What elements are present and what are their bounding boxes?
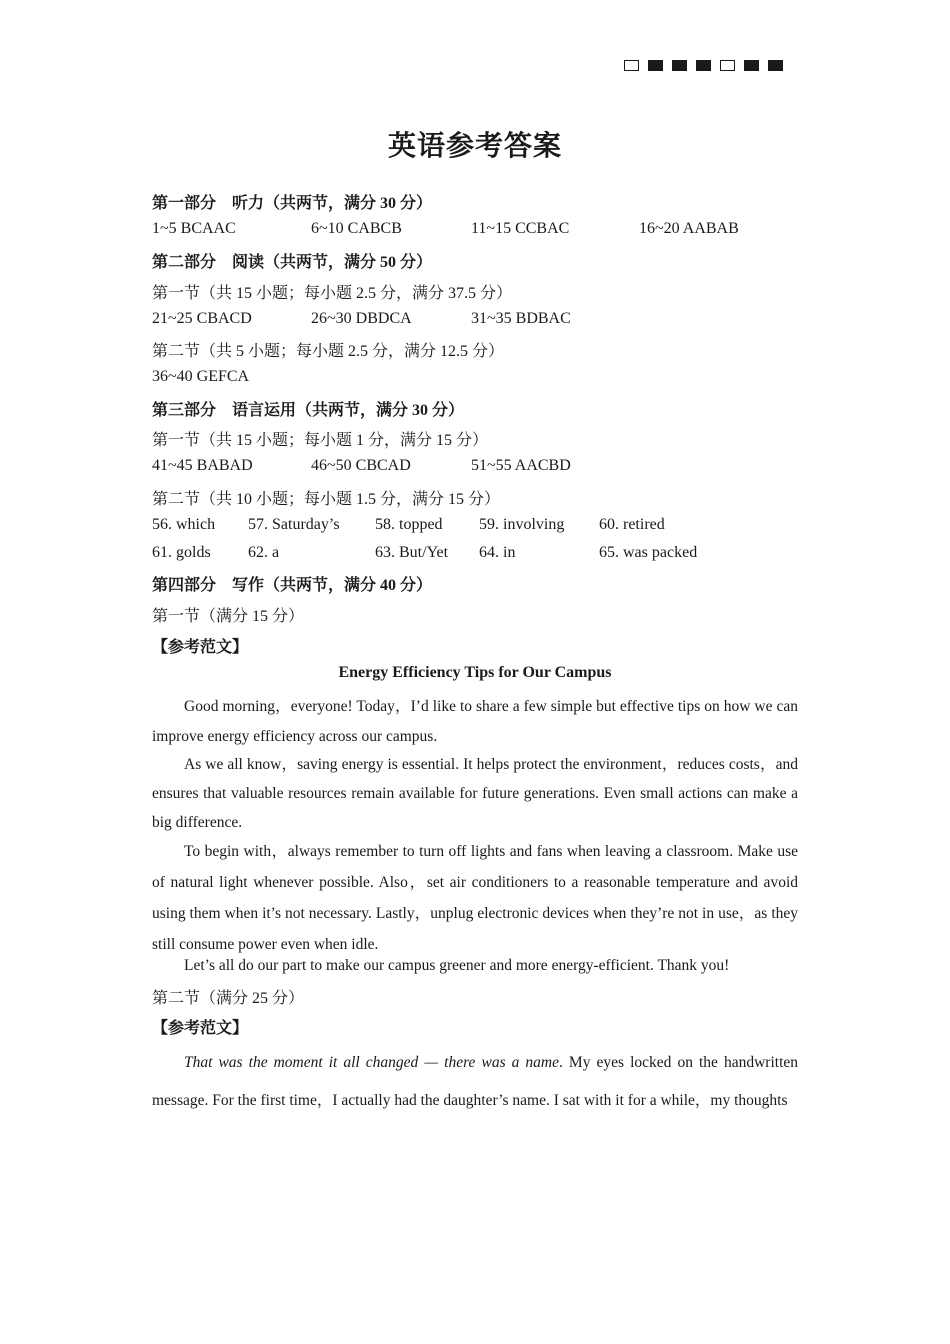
answer-group: 16~20 AABAB — [639, 220, 739, 237]
answer-group: 26~30 DBDCA — [311, 310, 412, 327]
answer-group: 11~15 CCBAC — [471, 220, 570, 237]
part4-heading: 第四部分 写作（共两节，满分 40 分） — [152, 577, 433, 594]
answer-group: 6~10 CABCB — [311, 220, 402, 237]
part4-section1-heading: 第一节（满分 15 分） — [152, 608, 305, 625]
part2-heading: 第二部分 阅读（共两节，满分 50 分） — [152, 254, 433, 271]
part3-section1-heading: 第一节（共 15 小题；每小题 1 分，满分 15 分） — [152, 432, 489, 449]
essay-paragraph: As we all know，saving energy is essential. It helps protect the environment，reduces costs，and ensures that valuable resources remain available for future generations. Even small actions can make a big difference. — [152, 756, 798, 831]
essay-paragraph: Good morning，everyone! Today，I’d like to share a few simple but effective tips on how we can improve energy efficiency across our campus. — [152, 698, 798, 745]
answer-group: 36~40 GEFCA — [152, 368, 250, 385]
mark-square-empty — [720, 60, 735, 71]
page-title: 英语参考答案 — [387, 131, 562, 162]
essay-title: Energy Efficiency Tips for Our Campus — [338, 664, 612, 681]
part1-heading: 第一部分 听力（共两节，满分 30 分） — [152, 195, 433, 212]
sample-essay-label: 【参考范文】 — [152, 639, 249, 656]
mark-square-filled — [744, 60, 759, 71]
fill-answer: 60. retired — [599, 516, 665, 533]
answer-group: 46~50 CBCAD — [311, 457, 411, 474]
fill-answer: 61. golds — [152, 544, 211, 561]
fill-answer: 58. topped — [375, 516, 443, 533]
fill-answer: 65. was packed — [599, 544, 698, 561]
answer-group: 1~5 BCAAC — [152, 220, 236, 237]
answer-group: 31~35 BDBAC — [471, 310, 571, 327]
fill-answer: 64. in — [479, 544, 516, 561]
essay-paragraph: To begin with，always remember to turn off lights and fans when leaving a classroom. Make use of natural light whenever possible. Also，set air conditioners to a reasonable temperature and avoid using them when it’s not necessary. Lastly，unplug electronic devices when they’re not in use，as they still consume power even when idle. — [152, 843, 798, 953]
fill-answer: 57. Saturday’s — [248, 516, 340, 533]
sample-essay-label: 【参考范文】 — [152, 1020, 249, 1037]
mark-square-empty — [624, 60, 639, 71]
answer-group: 41~45 BABAD — [152, 457, 253, 474]
fill-answer: 62. a — [248, 544, 280, 561]
mark-square-filled — [768, 60, 783, 71]
mark-square-filled — [696, 60, 711, 71]
mark-square-filled — [648, 60, 663, 71]
part2-section1-heading: 第一节（共 15 小题；每小题 2.5 分，满分 37.5 分） — [152, 285, 513, 302]
essay-paragraph: Let’s all do our part to make our campus greener and more energy-efficient. Thank you! — [184, 957, 730, 974]
mark-square-filled — [672, 60, 687, 71]
header-marks — [624, 60, 783, 71]
fill-answer: 56. which — [152, 516, 216, 533]
part3-heading: 第三部分 语言运用（共两节，满分 30 分） — [152, 402, 465, 419]
fill-answer: 59. involving — [479, 516, 565, 533]
answer-group: 51~55 AACBD — [471, 457, 571, 474]
part4-section2-heading: 第二节（满分 25 分） — [152, 990, 305, 1007]
continuation-paragraph — [152, 1044, 798, 1120]
part3-section2-heading: 第二节（共 10 小题；每小题 1.5 分，满分 15 分） — [152, 491, 501, 508]
part2-section2-heading: 第二节（共 5 小题；每小题 2.5 分，满分 12.5 分） — [152, 343, 505, 360]
continuation-opening-sentence: That was the moment it all changed — there was a name — [184, 1054, 560, 1071]
answer-group: 21~25 CBACD — [152, 310, 252, 327]
continuation-text: . My eyes locked on the handwritten message. For the first time，I actually had the daughter’s name. I sat with it for a while，my thoughts — [152, 1054, 799, 1109]
fill-answer: 63. But/Yet — [375, 544, 449, 561]
